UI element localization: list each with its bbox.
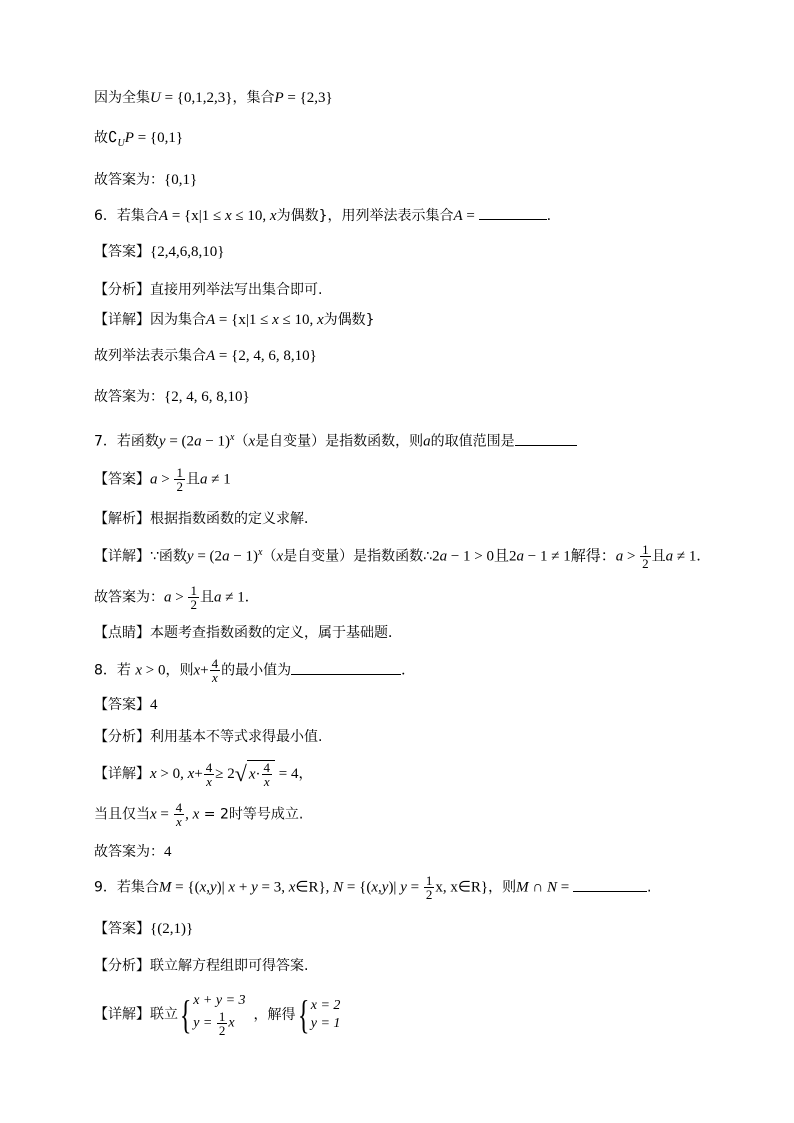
fraction-four-over-x: $\frac{4}{x}$	[175, 800, 183, 829]
q8-detail-line-1: 当且仅当x = $\frac{4}{x}$ , x = 2时等号成立.	[94, 800, 304, 829]
solution-system: x = 2 y = 1	[310, 997, 341, 1031]
fraction-one-half: $\frac{1}{2}$	[642, 542, 649, 572]
q8-detail-line-2: 故答案为：4	[94, 844, 172, 860]
q7-remark: 【点睛】本题考查指数函数的定义，属于基础题．	[94, 625, 402, 641]
q7-answer: 【答案】a > $\frac{1}{2}$ 且a ≠ 1	[94, 465, 231, 494]
left-brace: {	[297, 991, 309, 1037]
q7-detail-line-1: 故答案为：a > $\frac{1}{2}$ 且a ≠ 1．	[94, 583, 259, 612]
q6-detail-line-2: 故答案为：{2, 4, 6, 8,10}	[94, 389, 250, 405]
fraction-one-half: $\frac{1}{2}$	[425, 873, 433, 902]
square-root: x· $\frac{4}{x}$	[247, 760, 275, 788]
answer-line-q5: 故答案为：{0,1}	[94, 172, 198, 188]
fraction-four-over-x: $\frac{4}{x}$	[211, 656, 219, 685]
solution-line-universal-set: 因为全集U = {0,1,2,3}，集合P = {2,3}	[94, 90, 333, 106]
question-8: 8．若 x > 0，则x+ $\frac{4}{x}$ 的最小值为 ．	[94, 656, 416, 685]
equation-system: x + y = 3 y = $\frac{1}{2}$ x	[193, 993, 246, 1038]
q8-answer: 【答案】4	[94, 697, 158, 713]
solution-line-complement: 故$∁_UP = \{0,1\}$	[94, 130, 184, 149]
q7-solution-tag: 【解析】根据指数函数的定义求解．	[94, 511, 318, 527]
q6-analysis: 【分析】直接用列举法写出集合即可.	[94, 282, 323, 298]
fraction-four-over-x: $\frac{4}{x}$	[205, 759, 213, 789]
question-7: 7．若函数$y = (2a - 1)^x(x$是自变量）是指数函数，则a的取值范围是	[94, 427, 577, 453]
q7-detail: 【详解】∵函数$y = (2a - 1)^x(x$是自变量）是指数函数∴2a − 1 > 0且2a − 1 ≠ 1解得：a > $\frac{1}{2}$ 且a ≠ 1．	[94, 542, 711, 572]
q9-detail: 【详解】联立{ x + y = 3 y = $\frac{1}{2}$ x ，解得{ x = 2 y = 1	[94, 991, 341, 1038]
answer-blank	[291, 660, 401, 675]
question-6: 6．若集合A = {x|1 ≤ x ≤ 10, x为偶数}，用列举法表示集合A = .	[94, 205, 551, 227]
q9-answer: 【答案】{(2,1)}	[94, 921, 194, 937]
q9-analysis: 【分析】联立解方程组即可得答案.	[94, 958, 309, 974]
question-9: 9．若集合M = {(x,y)| x + y = 3, x∈R}, N = {(x,y)| y = $\frac{1}{2}$ x, x∈R}，则M ∩ N = .	[94, 873, 652, 902]
q8-detail: 【详解】x > 0, x+ $\frac{4}{x}$ ≥ 2√ x· $\frac{4}{x}$ = 4，	[94, 759, 313, 789]
q6-answer: 【答案】{2,4,6,8,10}	[94, 244, 225, 260]
fraction-one-half: $\frac{1}{2}$	[190, 583, 197, 612]
answer-blank	[479, 205, 547, 220]
answer-blank	[573, 877, 647, 892]
q6-detail-line-1: 故列举法表示集合A = {2, 4, 6, 8,10}	[94, 348, 317, 364]
answer-blank	[515, 431, 577, 446]
fraction-one-half: $\frac{1}{2}$	[176, 465, 183, 494]
left-brace: {	[179, 991, 192, 1037]
q6-detail: 【详解】因为集合A = {x|1 ≤ x ≤ 10, x为偶数}	[94, 312, 375, 328]
q8-analysis: 【分析】利用基本不等式求得最小值.	[94, 729, 323, 745]
